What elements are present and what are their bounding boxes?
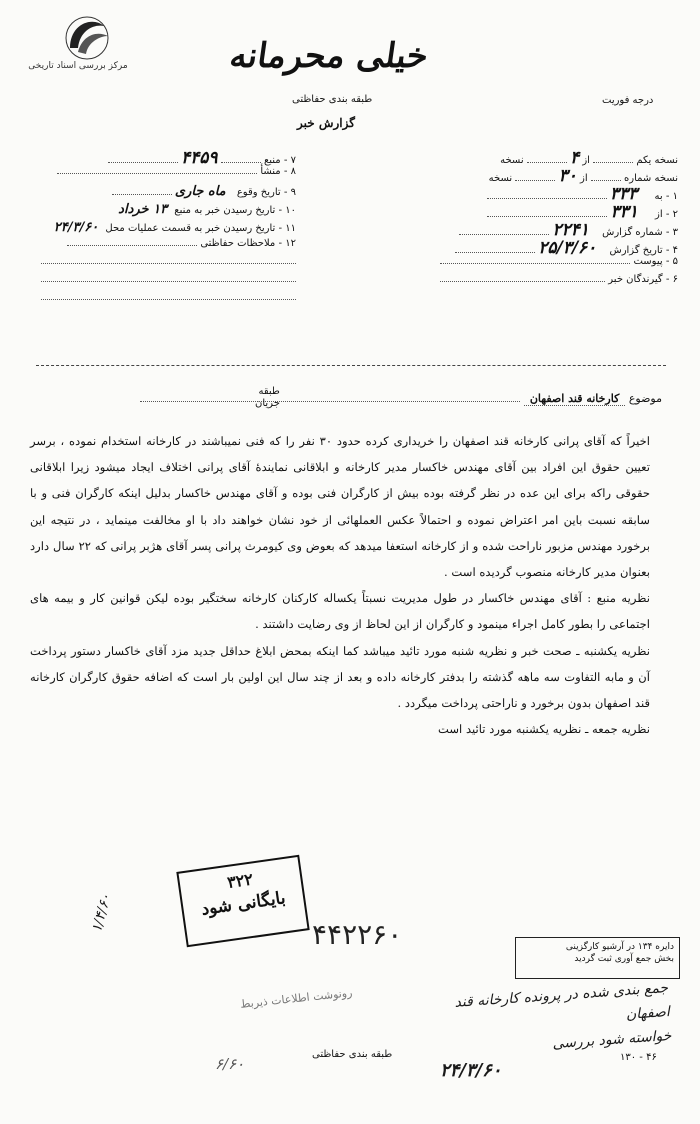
subject-value: کارخانه قند اصفهان <box>524 392 625 406</box>
archive-box-text: بایگانی شود <box>200 888 287 920</box>
margin-signature: ۱/۴/۶۰ <box>88 891 115 935</box>
field-received-by-source: ۱۰ - تاریخ رسیدن خبر به منبع ۱۳ خرداد <box>118 202 296 217</box>
archive-logo-icon <box>62 14 112 60</box>
subject-side-note: طبقه جریان <box>255 386 280 409</box>
bottom-handwriting: جمع بندی شده در پرونده کارخانه قند اصفهان خواسته شود بررسی <box>453 980 672 1053</box>
field-report-date: ۴ - تاریخ گزارش ۲۵/۳/۶۰ <box>408 238 678 256</box>
registry-stamp: دایره ۱۳۴ در آرشیو کارگزینی بخش جمع آوری ثبت گردید <box>515 937 680 979</box>
field-attachment: ۵ - پیوست <box>408 256 678 274</box>
archive-logo <box>18 14 138 74</box>
body-paragraph-friday-opinion: نظریه جمعه ـ نظریه یکشنبه مورد تائید است <box>437 722 650 737</box>
report-body <box>30 428 650 742</box>
field-recipients: ۶ - گیرندگان خبر <box>408 274 678 292</box>
subject-label: موضوع <box>628 392 662 405</box>
report-fields-right <box>408 148 678 292</box>
subject-line <box>42 392 662 405</box>
report-type-heading: گزارش خبر <box>297 116 355 130</box>
file-number: ۴۴۲۲۶۰ <box>312 918 403 951</box>
field-copy-one: نسخه یکم از ۴ نسخه <box>500 148 678 168</box>
priority-label: درجه فوریت <box>602 95 654 106</box>
field-event-date: ۹ - تاریخ وقوع ماه جاری <box>36 184 296 202</box>
field-source: ۷ - منبع ۴۴۵۹ <box>36 148 296 166</box>
field-copy-number: نسخه شماره از ۳۰ نسخه <box>488 166 678 186</box>
field-from: ۲ - از ۳۳۱ <box>408 202 678 220</box>
footer-handwriting: ۶/۶۰ <box>215 1055 245 1073</box>
field-security-notes: ۱۲ - ملاحظات حفاظتی <box>36 238 296 256</box>
classification-note: طبقه بندی حفاظتی <box>292 94 373 105</box>
field-report-number: ۳ - شماره گزارش ۲۲۴۱ <box>408 220 678 238</box>
field-received-by-ops: ۱۱ - تاریخ رسیدن خبر به قسمت عملیات محل ۲۴/۳/۶۰ <box>53 220 296 235</box>
field-origin: ۸ - منشأ <box>36 166 296 184</box>
date-handwriting: ۲۴/۳/۶۰ <box>440 1060 502 1081</box>
logo-caption: مرکز بررسی اسناد تاریخی <box>28 61 128 71</box>
body-paragraph-main: اخیراً که آقای پرانی کارخانه قند اصفهان را خریداری کرده حدود ۳۰ نفر را که فنی نمیباشند در کارخانه استخدام نموده ، برسر تعیین حقوق این افراد بین آقای مهندس خاکسار مدیر کارخانه و ابلاقانی نمایندهٔ آقای پرانی اختلاف ایجاد میشود زیرا ابلاقانی حقوقی راکه برای این عده در نظر گرفته بوده بیش از کارگران فنی بوده و آقای مهندس خاکسار بدلیل اینکه کارگران فنی و با سابقه نسبت باین امر اعتراض نموده و احتمالاً عکس العملهائی از خود نشان خواهند داد با او مخالفت مینماید ، در نتیجه این برخورد مهندس مزبور ناراحت شده و از کارخانه استعفا میدهد که بعوض وی کیومرث پرانی پسر آقای هژبر پرانی که ۲۲ سال دارد بعنوان مدیر کارخانه منصوب گردیده است . <box>30 434 650 580</box>
handwritten-classification-title: خیلی محرمانه <box>227 36 431 76</box>
field-to: ۱ - به ۳۳۳ <box>408 184 678 202</box>
bottom-classification: طبقه بندی حفاظتی <box>312 1049 393 1060</box>
bottom-code: ۱۳۰ - ۴۶ <box>620 1052 657 1063</box>
faded-stamp: رونوشت اطلاعات ذیربط <box>239 986 353 1011</box>
archive-box-stamp <box>176 855 309 948</box>
report-fields-left <box>36 148 296 310</box>
section-divider <box>36 365 666 366</box>
body-paragraph-sunday-opinion: نظریه یکشنبه ـ صحت خبر و نظریه شنبه مورد تائید میباشد کما اینکه بمحض ابلاغ حداقل جدید مزد آقای خاکسار دستور پرداخت آن و مابه التفاوت سه ماهه گذشته را بدفتر کارخانه داده و بعد از چند سال این اولین بار است که اضافه حقوق کارگران کارخانه قند اصفهان بدون برخورد و ناراحتی پرداخت میگردد . <box>30 643 650 711</box>
archive-box-number: ۳۲۲ <box>226 869 255 892</box>
body-paragraph-source-opinion: نظریه منبع : آقای مهندس خاکسار در طول مدیریت نسبتاً یکساله کارکنان کارخانه سختگیر بوده لیکن قوانین کار و بیمه های اجتماعی را بطور کامل اجراء مینمود و کارگران از این لحاظ از وی رضایت داشتند . <box>30 591 650 632</box>
